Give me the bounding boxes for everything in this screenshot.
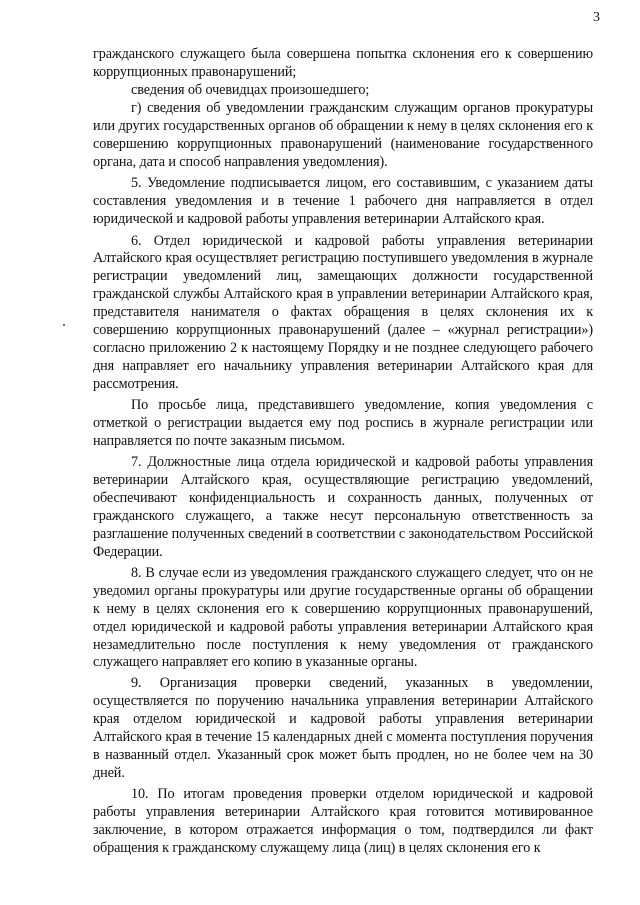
document-body [93,46,593,858]
paragraph-6-request: По просьбе лица, представившего уведомление, копия уведомления с отметкой о регистрации выдается ему под роспись в журнале регистрации или направляется по почте заказным письмом. [93,397,593,450]
page-number: 3 [593,10,600,25]
paragraph-continuation: гражданского служащего была совершена попытка склонения его к совершению коррупционных правонарушений; [93,46,593,80]
paragraph-6: 6. Отдел юридической и кадровой работы управления ветеринарии Алтайского края осуществляет регистрацию поступившего уведомления в журнале регистрации уведомлений лиц, замещающих должности государственной гражданской службы Алтайского края в управлении ветеринарии Алтайского края, представителя нанимателя о фактах обращения в целях склонения их к совершению коррупционных правонарушений (далее – «журнал регистрации») согласно приложению 2 к настоящему Порядку и не позднее следующего рабочего дня направляет его начальнику управления ветеринарии Алтайского края для рассмотрения. [93,232,593,393]
paragraph-9: 9. Организация проверки сведений, указанных в уведомлении, осуществляется по поручению начальника управления ветеринарии Алтайского края отделом юридической и кадровой работы управления ветеринарии Алтайского края в течение 15 календарных дней с момента поступления поручения в названный отдел. Указанный срок может быть продлен, но не более чем на 30 дней. [93,675,593,782]
scan-speck [63,324,65,326]
paragraph-witnesses: сведения об очевидцах произошедшего; [131,81,370,98]
paragraph-5: 5. Уведомление подписывается лицом, его составившим, с указанием даты составления уведомления и в течение 1 рабочего дня направляется в отдел юридической и кадровой работы управления ветеринарии Алтайского края. [93,174,593,227]
paragraph-8: 8. В случае если из уведомления гражданского служащего следует, что он не уведомил органы прокуратуры или другие государственные органы об обращении к нему в целях склонения его к совершению коррупционных правонарушений, отдел юридической и кадровой работы управления ветеринарии Алтайского края незамедлительно после поступления к нему уведомления от гражданского служащего направляет его копию в указанные органы. [93,564,593,671]
paragraph-10: 10. По итогам проведения проверки отделом юридической и кадровой работы управления ветеринарии Алтайского края готовится мотивированное заключение, в котором отражается информация о том, подтвердился ли факт обращения к гражданскому служащему лица (лиц) в целях склонения его к [93,786,593,856]
paragraph-7: 7. Должностные лица отдела юридической и кадровой работы управления ветеринарии Алтайского края, осуществляющие регистрацию уведомлений, обеспечивают конфиденциальность и сохранность данных, полученных от гражданского служащего, а также несут персональную ответственность за разглашение полученных сведений в соответствии с законодательством Российской Федерации. [93,453,593,560]
paragraph-item-g: г) сведения об уведомлении гражданским служащим органов прокуратуры или других государственных органов об обращении к нему в целях склонения его к совершению коррупционных правонарушений (наименование государственного органа, дата и способ направления уведомления). [93,99,593,170]
